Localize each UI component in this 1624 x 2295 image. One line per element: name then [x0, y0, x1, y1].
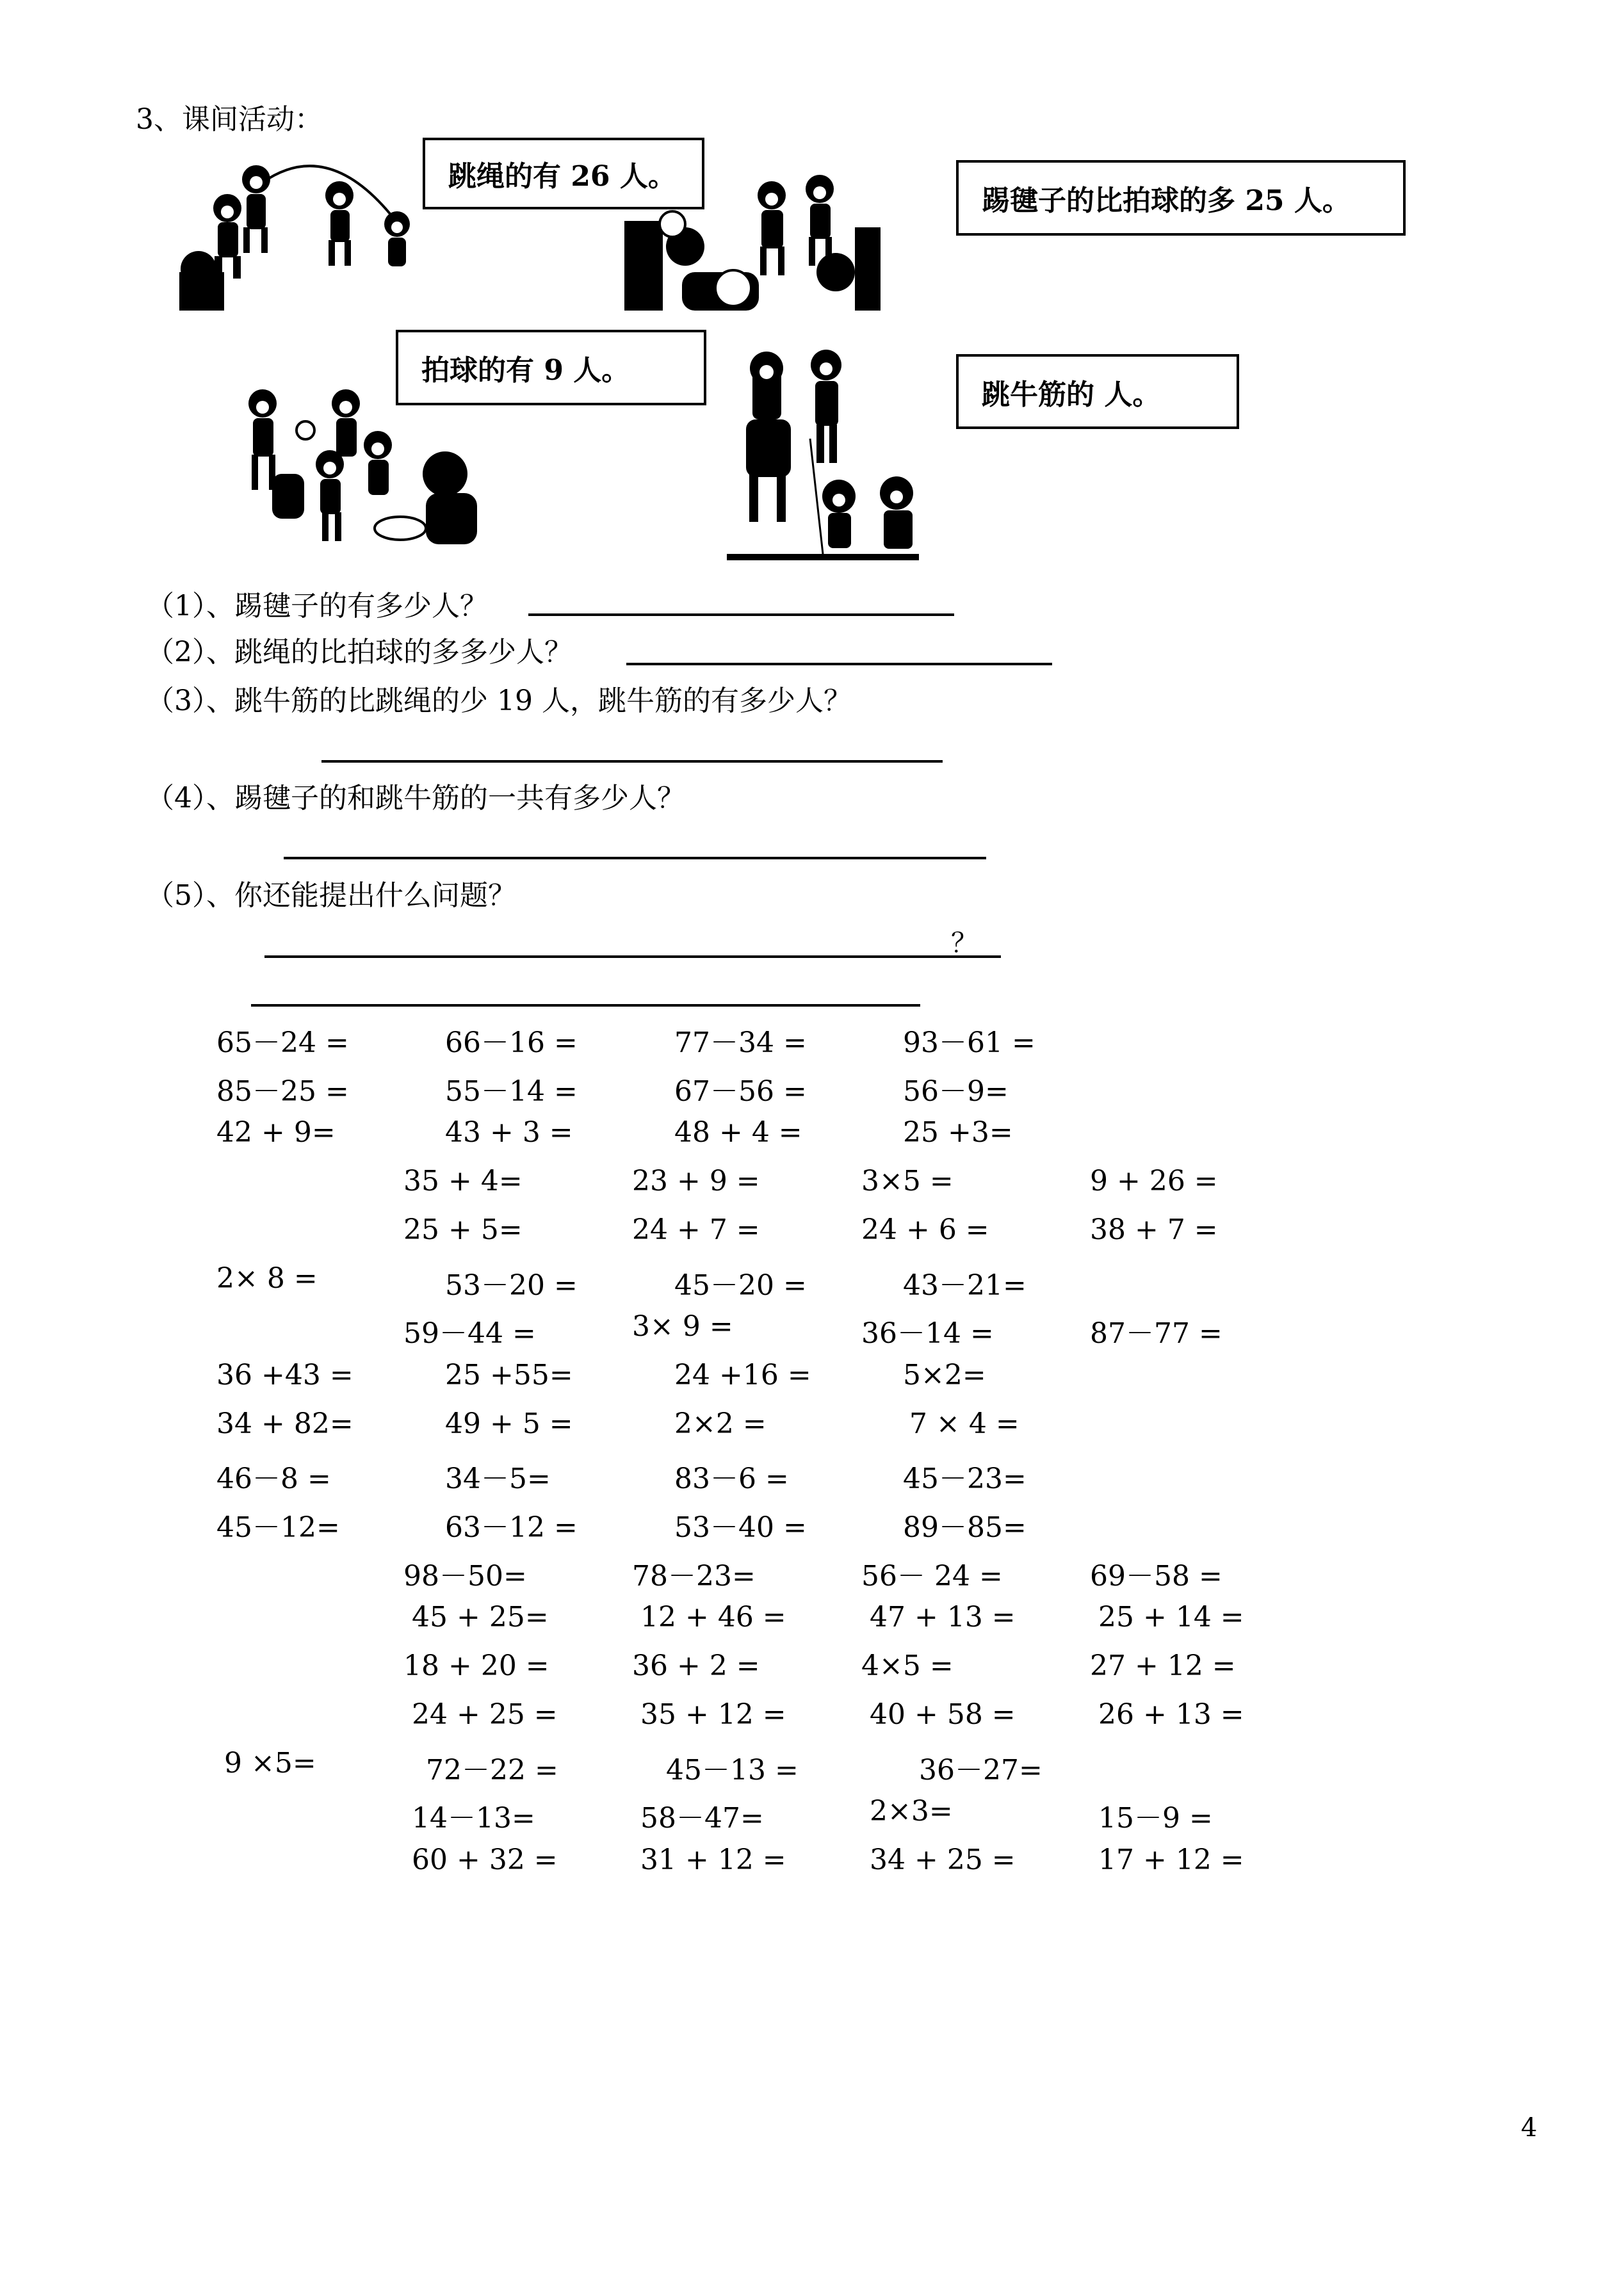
exercise-item: 25 + 14 = [1098, 1601, 1244, 1634]
exercise-item: 65－24 = [216, 1026, 349, 1059]
exercise-item: 2×2 = [674, 1407, 767, 1440]
exercise-item: 24 + 25 = [412, 1698, 558, 1731]
exercise-item: 9 + 26 = [1090, 1165, 1218, 1197]
exercise-item: 83－6 = [674, 1463, 789, 1495]
exercise-item: 2×3= [870, 1795, 953, 1828]
exercise-item: 5×2= [903, 1359, 986, 1391]
exercise-item: 42 + 9= [216, 1116, 336, 1149]
exercise-item: 45－20 = [674, 1269, 807, 1302]
question-5-mark: ？ [951, 927, 978, 959]
exercise-item: 78－23= [632, 1560, 756, 1593]
exercise-item: 56－ 24 = [861, 1560, 1003, 1593]
exercise-item: 25 +55= [445, 1359, 573, 1391]
exercise-item: 36 +43 = [216, 1359, 353, 1391]
exercise-item: 36－27= [919, 1754, 1043, 1787]
exercise-item: 34 + 25 = [870, 1844, 1016, 1876]
exercise-item: 48 + 4 = [674, 1116, 802, 1149]
exercise-item: 53－20 = [445, 1269, 578, 1302]
exercise-item: 93－61 = [903, 1026, 1035, 1059]
exercise-item: 55－14 = [445, 1075, 578, 1108]
answer-line-3 [321, 760, 943, 763]
exercise-item: 23 + 9 = [632, 1165, 760, 1197]
exercise-item: 36 + 2 = [632, 1650, 760, 1682]
exercise-item: 77－34 = [674, 1026, 807, 1059]
answer-line-2 [626, 663, 1052, 665]
exercise-item: 24 + 6 = [861, 1213, 989, 1246]
exercise-item: 60 + 32 = [412, 1844, 558, 1876]
answer-line-5a [264, 955, 1001, 958]
exercise-item: 46－8 = [216, 1463, 331, 1495]
exercise-item: 27 + 12 = [1090, 1650, 1236, 1682]
exercise-item: 9 ×5= [224, 1747, 316, 1780]
question-5: （5）、你还能提出什么问题？ [146, 879, 516, 912]
exercise-item: 89－85= [903, 1511, 1027, 1544]
exercise-item: 87－77 = [1090, 1317, 1222, 1350]
exercise-item: 2× 8 = [216, 1262, 318, 1295]
answer-line-4 [284, 857, 986, 859]
exercise-item: 26 + 13 = [1098, 1698, 1244, 1731]
exercise-item: 43－21= [903, 1269, 1027, 1302]
exercise-item: 58－47= [640, 1802, 764, 1835]
exercise-item: 59－44 = [403, 1317, 536, 1350]
exercise-item: 17 + 12 = [1098, 1844, 1244, 1876]
exercise-item: 45－23= [903, 1463, 1027, 1495]
exercise-item: 14－13= [412, 1802, 535, 1835]
exercise-item: 43 + 3 = [445, 1116, 573, 1149]
exercise-item: 53－40 = [674, 1511, 807, 1544]
answer-line-5b [251, 1004, 920, 1007]
ball-bouncing-illustration [234, 384, 483, 544]
section-heading: 3、课间活动： [136, 103, 323, 136]
exercise-item: 35 + 12 = [640, 1698, 786, 1731]
exercise-item: 25 + 5= [403, 1213, 523, 1246]
exercise-item: 24 +16 = [674, 1359, 811, 1391]
exercise-item: 38 + 7 = [1090, 1213, 1218, 1246]
exercise-item: 63－12 = [445, 1511, 578, 1544]
exercise-item: 69－58 = [1090, 1560, 1222, 1593]
page-number: 4 [1521, 2113, 1538, 2143]
exercise-item: 47 + 13 = [870, 1601, 1016, 1634]
exercise-item: 3× 9 = [632, 1310, 733, 1343]
exercise-item: 3×5 = [861, 1165, 954, 1197]
exercise-item: 85－25 = [216, 1075, 349, 1108]
exercise-item: 45 + 25= [412, 1601, 549, 1634]
exercise-item: 36－14 = [861, 1317, 994, 1350]
exercise-item: 25 +3= [903, 1116, 1013, 1149]
exercise-item: 24 + 7 = [632, 1213, 760, 1246]
exercise-item: 7 × 4 = [909, 1407, 1019, 1440]
exercise-item: 45－12= [216, 1511, 340, 1544]
exercise-item: 35 + 4= [403, 1165, 523, 1197]
ball-box: 拍球的有 9 人。 [396, 330, 706, 405]
exercise-item: 18 + 20 = [403, 1650, 549, 1682]
answer-line-1 [528, 613, 954, 616]
exercise-item: 98－50= [403, 1560, 527, 1593]
exercise-item: 40 + 58 = [870, 1698, 1016, 1731]
question-4: （4）、踢毽子的和跳牛筋的一共有多少人？ [146, 782, 685, 815]
exercise-item: 49 + 5 = [445, 1407, 573, 1440]
jump-rope-illustration [179, 144, 435, 311]
elastic-jumping-illustration [714, 349, 932, 560]
elastic-box: 跳牛筋的 人。 [956, 354, 1239, 429]
question-3: （3）、跳牛筋的比跳绳的少 19 人，跳牛筋的有多少人？ [146, 685, 852, 717]
question-2: （2）、跳绳的比拍球的多多少人？ [146, 636, 572, 669]
exercise-item: 72－22 = [426, 1754, 558, 1787]
exercise-item: 34 + 82= [216, 1407, 353, 1440]
exercise-item: 56－9= [903, 1075, 1009, 1108]
exercise-item: 66－16 = [445, 1026, 578, 1059]
shuttlecock-box: 踢毽子的比拍球的多 25 人。 [956, 160, 1406, 236]
exercise-item: 67－56 = [674, 1075, 807, 1108]
exercise-item: 45－13 = [666, 1754, 799, 1787]
exercise-item: 12 + 46 = [640, 1601, 786, 1634]
jump-rope-box: 跳绳的有 26 人。 [423, 138, 704, 209]
exercise-item: 4×5 = [861, 1650, 954, 1682]
exercise-item: 31 + 12 = [640, 1844, 786, 1876]
exercise-item: 15－9 = [1098, 1802, 1213, 1835]
exercise-item: 34－5= [445, 1463, 551, 1495]
question-1: （1）、踢毽子的有多少人？ [146, 590, 488, 622]
